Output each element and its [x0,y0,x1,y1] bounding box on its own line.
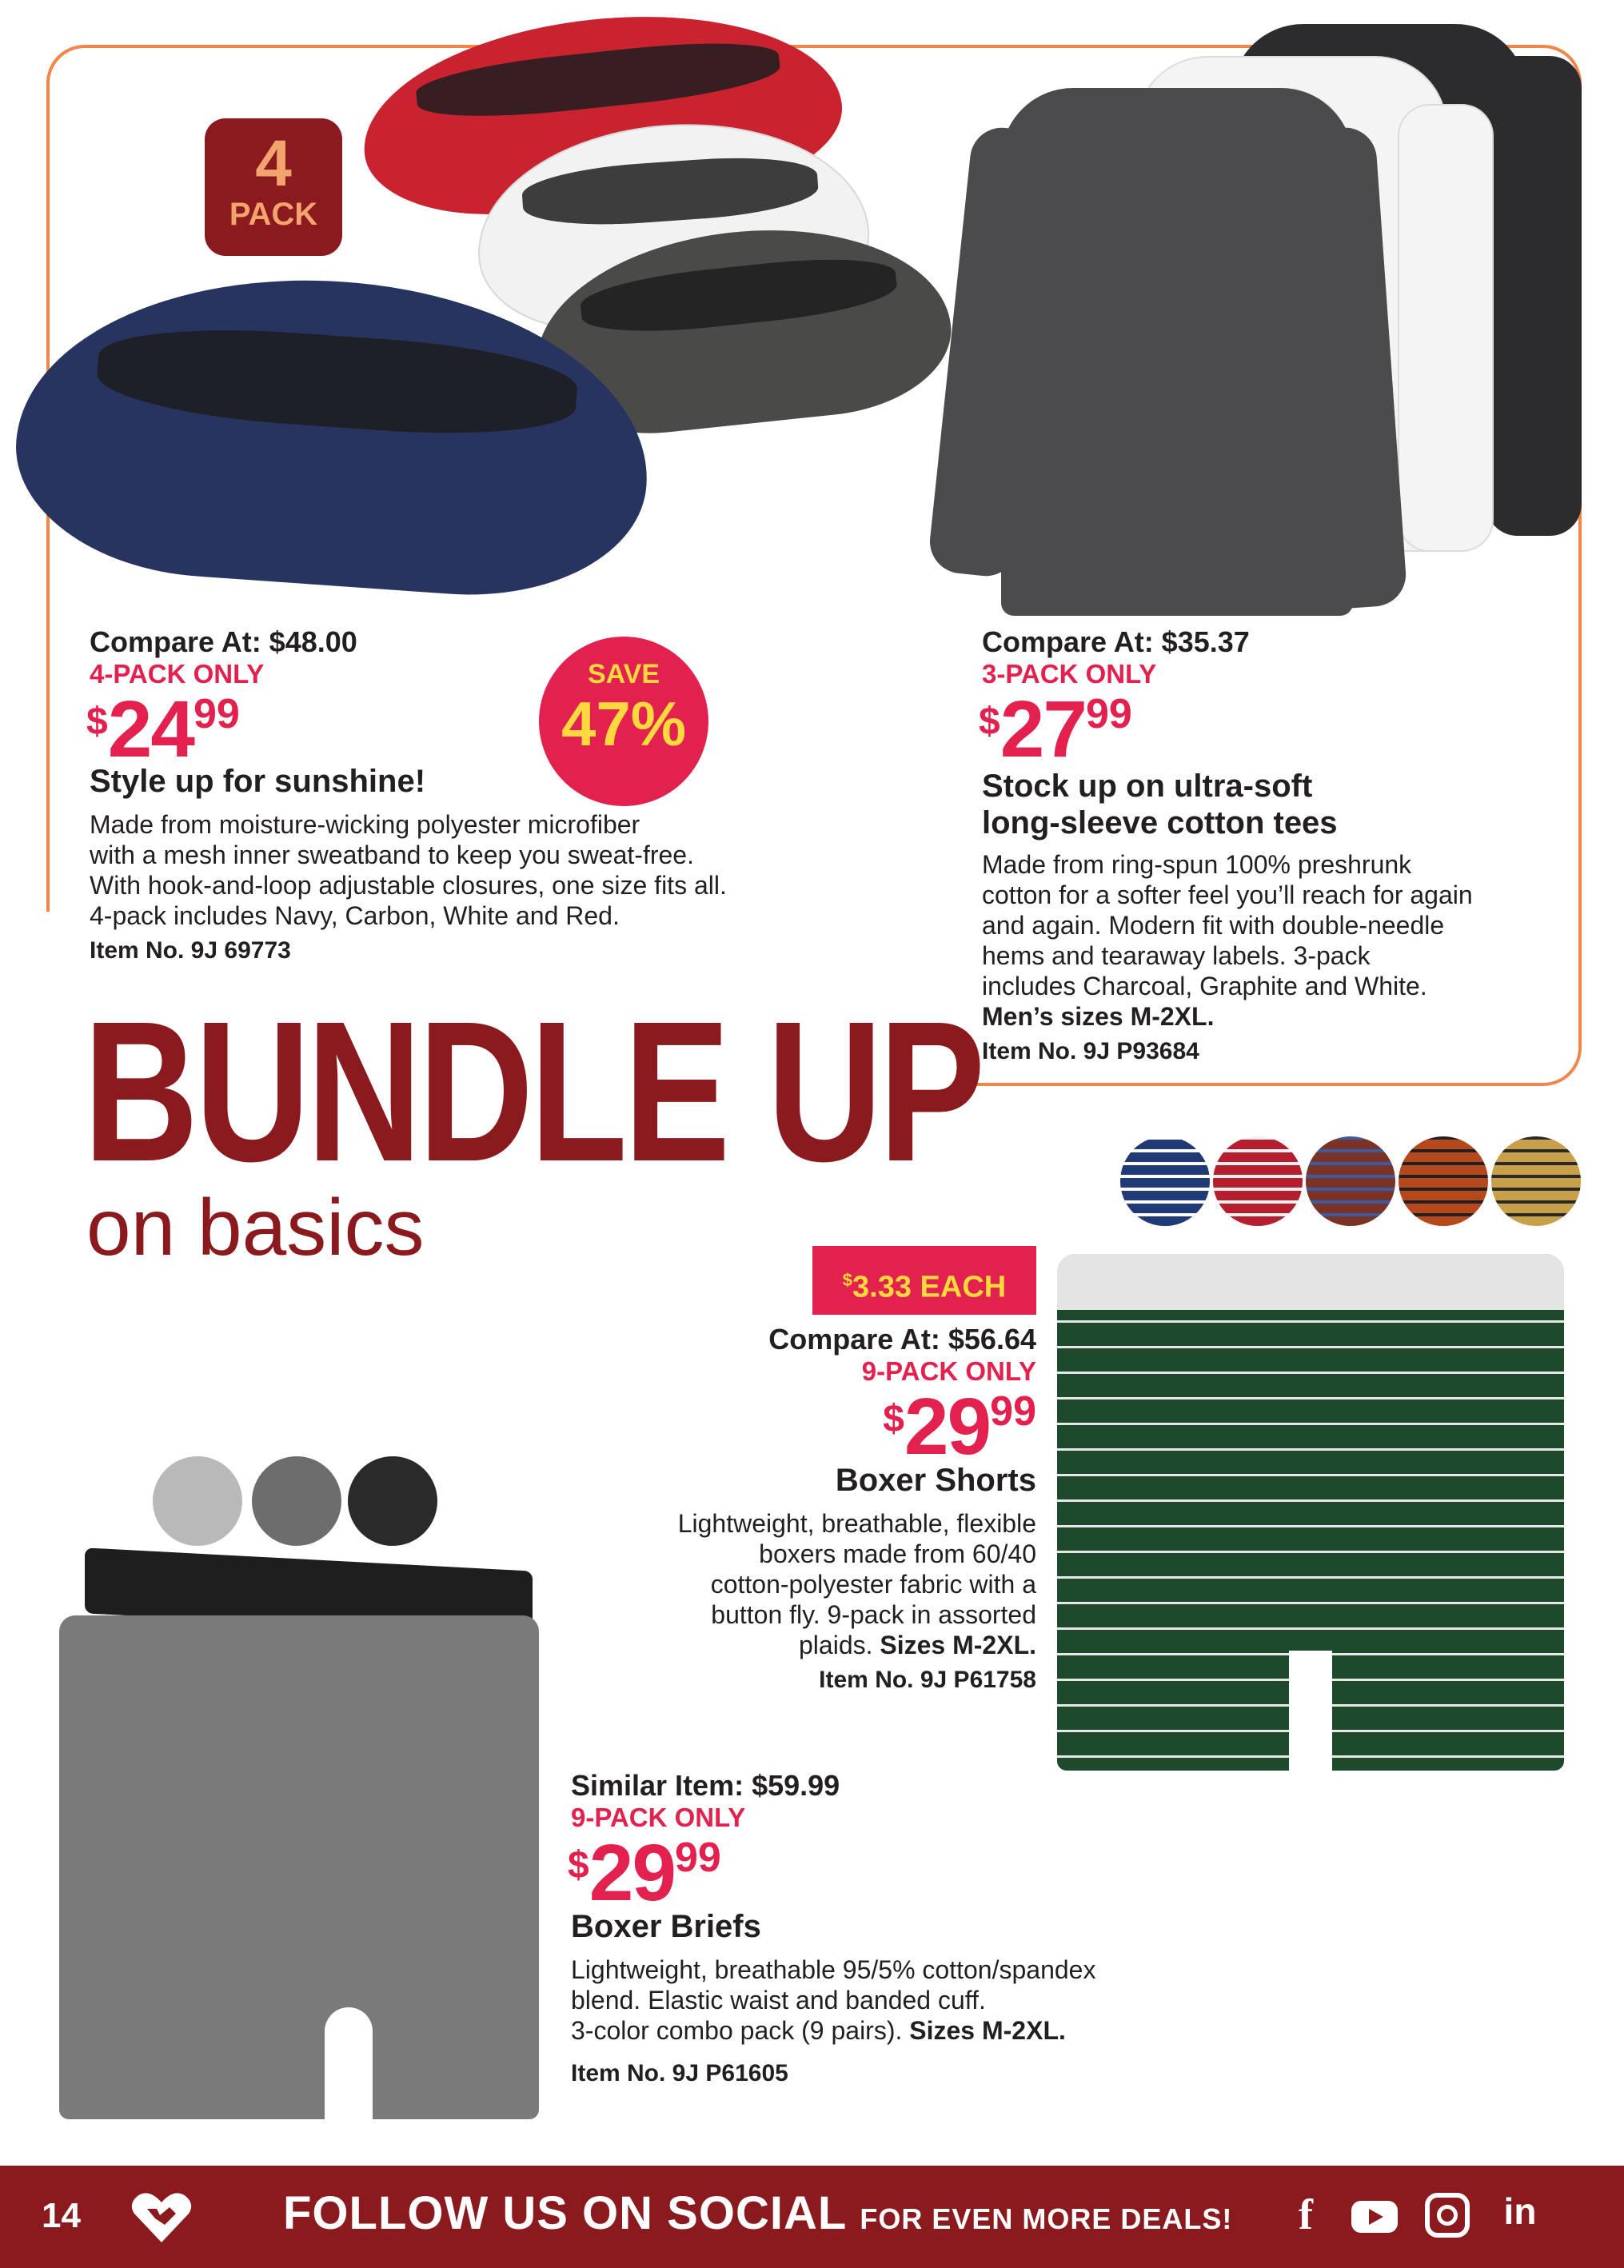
price-dollars: 29 [904,1382,991,1471]
briefs-body [59,1615,539,2119]
desc-last: 3-color combo pack (9 pairs). [571,2016,903,2045]
boxer-waistband [1057,1254,1564,1310]
deals-label: FOR EVEN MORE DEALS! [860,2202,1233,2235]
tees-sizes: Men’s sizes M-2XL. [982,1002,1215,1031]
linkedin-icon[interactable]: in [1503,2190,1537,2232]
plaid-swatch-brown [1303,1134,1398,1228]
desc-line: cotton for a softer feel you’ll reach for again [982,880,1473,909]
visors-description [90,809,727,931]
briefs-description [571,1955,1095,2046]
desc-line: button fly. 9-pack in assorted [711,1600,1036,1629]
briefs-headline: Boxer Briefs [571,1909,761,1944]
visors-item-number: Item No. 9J 69773 [90,937,291,964]
save-value: 47% [561,689,687,759]
save-label: SAVE [587,659,660,689]
follow-us-text [283,2186,1232,2240]
tees-description [982,849,1473,1032]
price-currency: $ [883,1398,904,1440]
visors-compare-price: Compare At: $48.00 [90,625,357,658]
desc-line: hems and tearaway labels. 3-pack [982,941,1371,970]
briefs-sizes: Sizes M-2XL. [909,2016,1066,2045]
price-currency: $ [979,701,1000,743]
follow-label: FOLLOW US ON SOCIAL [283,2187,847,2239]
plaid-swatch-orange [1396,1134,1490,1228]
boxers-price [883,1382,1036,1471]
tees-headline [982,768,1338,841]
headline-line: long-sleeve cotton tees [982,805,1338,841]
tees-item-number: Item No. 9J P93684 [982,1038,1199,1064]
price-dollars: 27 [1000,685,1086,774]
bundle-up-title: BUNDLE UP [83,980,982,1203]
desc-line: cotton-polyester fabric with a [710,1570,1036,1599]
desc-line: boxers made from 60/40 [759,1539,1036,1568]
each-text: 3.33 EACH [852,1270,1007,1304]
desc-line: and again. Modern fit with double-needle [982,911,1445,940]
boxer-leg-gap [1289,1651,1332,1771]
facebook-icon[interactable]: f [1299,2190,1313,2238]
price-dollars: 29 [589,1828,675,1918]
boxer-shorts-image [1057,1254,1564,1771]
desc-line: Made from moisture-wicking polyester microfiber [90,810,640,839]
desc-line: Made from ring-spun 100% preshrunk [982,850,1412,879]
price-cents: 99 [674,1835,721,1881]
four-pack-badge [205,118,342,256]
price-cents: 99 [990,1388,1036,1435]
plaid-swatch-red [1211,1134,1305,1228]
price-currency: $ [568,1844,589,1887]
briefs-swatch-black [345,1454,440,1548]
desc-line: blend. Elastic waist and banded cuff. [571,1986,986,2014]
on-basics-subtitle: on basics [86,1183,425,1272]
footer-bar [0,2166,1624,2268]
visors-headline: Style up for sunshine! [90,764,426,799]
boxer-briefs-image [53,1559,547,2119]
page-number: 14 [42,2196,81,2235]
headline-line: Stock up on ultra-soft [982,769,1313,804]
briefs-pack-only: 9-PACK ONLY [571,1803,746,1832]
tees-compare-price: Compare At: $35.37 [982,625,1250,658]
desc-line: With hook-and-loop adjustable closures, one size fits all. [90,871,727,900]
tees-pack-only: 3-PACK ONLY [982,659,1157,689]
briefs-item-number: Item No. 9J P61605 [571,2060,788,2086]
desc-line [678,1630,1036,1660]
briefs-swatch-gray [249,1454,344,1548]
visors-pack-only: 4-PACK ONLY [90,659,265,689]
charcoal-sleeve [1486,56,1582,536]
plaid-swatch-gold [1489,1134,1583,1228]
boxers-compare-price: Compare At: $56.64 [768,1323,1036,1356]
youtube-icon[interactable] [1351,2201,1398,2233]
each-currency: $ [842,1270,853,1290]
desc-last: plaids. [799,1631,873,1659]
instagram-icon[interactable] [1425,2193,1470,2238]
tees-price [979,685,1132,774]
briefs-leg-gap [325,2007,373,2119]
boxers-description [678,1508,1036,1660]
heart-logo-icon [130,2190,194,2246]
save-badge [539,637,708,806]
desc-line: includes Charcoal, Graphite and White. [982,972,1427,1000]
briefs-swatch-light-gray [150,1454,245,1548]
desc-line: Lightweight, breathable 95/5% cotton/spandex [571,1955,1096,1984]
plaid-swatch-blue [1118,1134,1212,1228]
briefs-compare-price: Similar Item: $59.99 [571,1769,840,1802]
briefs-price [568,1828,721,1918]
desc-line: 4-pack includes Navy, Carbon, White and Red. [90,901,620,930]
badge-number: 4 [255,127,292,200]
per-item-price-badge [812,1246,1036,1315]
visors-price [86,685,240,774]
price-dollars: 24 [107,685,194,774]
desc-line: with a mesh inner sweatband to keep you sweat-free. [90,841,694,869]
price-currency: $ [86,701,108,743]
white-sleeve [1398,104,1494,552]
boxers-item-number: Item No. 9J P61758 [819,1667,1036,1693]
boxers-sizes: Sizes M-2XL. [880,1631,1036,1659]
desc-line [571,2015,1095,2046]
boxers-pack-only: 9-PACK ONLY [861,1356,1036,1386]
boxers-headline: Boxer Shorts [835,1463,1036,1498]
desc-line: Lightweight, breathable, flexible [677,1509,1036,1538]
price-cents: 99 [193,691,240,737]
badge-text: PACK [229,197,318,232]
price-cents: 99 [1085,691,1132,737]
